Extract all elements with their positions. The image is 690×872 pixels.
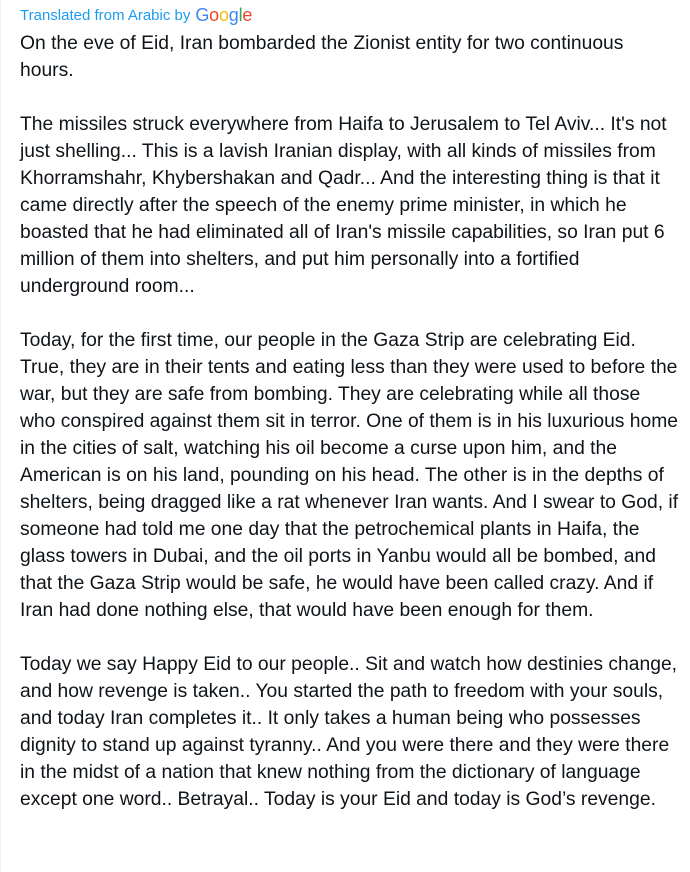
thread-divider — [0, 0, 1, 872]
google-logo-letter: o — [218, 5, 229, 25]
tweet-body — [20, 0, 680, 813]
tweet-paragraph: Today we say Happy Eid to our people.. Sit and watch how destinies change, and how revenge is taken.. You started the path to freedom with your souls, and today Iran completes it.. It only takes a human being who possesses dignity to stand up against tyranny.. And you were there and they were there in the midst of a nation that knew nothing from the dictionary of language except one word.. Betrayal.. Today is your Eid and today is God’s revenge. — [20, 654, 678, 810]
tweet-paragraph: The missiles struck everywhere from Haifa to Jerusalem to Tel Aviv... It's not just shelling... This is a lavish Iranian display, with all kinds of missiles from Khorramshahr, Khybershakan and Qadr... And the interesting thing is that it came directly after the speech of the enemy prime minister, in which he boasted that he had eliminated all of Iran's missile capabilities, so Iran put 6 million of them into shelters, and put him personally into a fortified underground room... — [20, 114, 667, 297]
tweet-text — [20, 30, 680, 813]
tweet-paragraph: On the eve of Eid, Iran bombarded the Zionist entity for two continuous hours. — [20, 33, 624, 81]
google-logo-letter: l — [238, 5, 243, 25]
translation-label[interactable]: Translated from Arabic by — [20, 6, 191, 24]
google-logo — [195, 6, 252, 24]
google-logo-letter: e — [242, 5, 253, 25]
google-logo-letter: G — [195, 5, 210, 25]
google-logo-letter: g — [228, 5, 239, 25]
tweet-paragraph: Today, for the first time, our people in the Gaza Strip are celebrating Eid. True, they are in their tents and eating less than they were used to before the war, but they are safe from bombing. They are celebrating while all those who conspired against them sit in terror. One of them is in his luxurious home in the cities of salt, watching his oil become a curse upon him, and the American is on his land, pounding on his head. The other is in the depths of shelters, being dragged like a rat whenever Iran wants. And I swear to God, if someone had told me one day that the petrochemical plants in Haifa, the glass towers in Dubai, and the oil ports in Yanbu would all be bombed, and that the Gaza Strip would be safe, he would have been called crazy. And if Iran had done nothing else, that would have been enough for them. — [20, 330, 679, 621]
translation-attribution[interactable] — [20, 0, 680, 30]
google-logo-letter: o — [209, 5, 219, 25]
